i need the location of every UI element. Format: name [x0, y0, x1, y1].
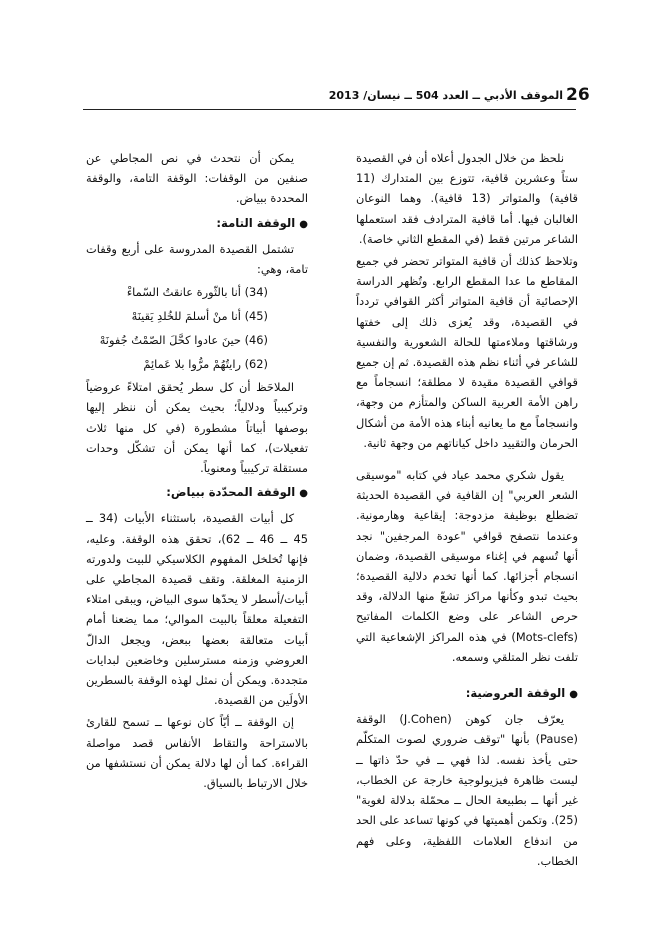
verse-line: (45) أنا منْ أسلمَ للخُلدِ يَقينَهْ — [131, 309, 268, 324]
section-heading: ●الوقفة العروضية: — [465, 686, 578, 701]
section-heading: ●الوقفة التامة: — [216, 215, 308, 230]
paragraph: كل أبيات القصيدة، باستثناء الأبيات (34 ــ 45 ــ 46 ــ 62)، تحقق هذه الوقفة. وعليه، فإنها تُخلخل المفهوم الكلاسيكي للبيت ولدورته الزمنية المغلقة. وتقف قصيدة المجاطي على أبيات/أسطر لا يحدّها سوى البياض، ويبقى امتلاء التفعيلة معلقاً بالبيت الموالي؛ مما يضعنا أمام أبيات متعالقة بعضها ببعض، ويجعل الدالّ العروضي وزمنه مسترسلين وخاضعين لبدايات متجددة. ويمكن أن نمثل لهذه الوقفة بالسطرين الأولَين من القصيدة. — [86, 511, 308, 708]
paragraph: نلحظ من خلال الجدول أعلاه أن في القصيدة ستاً وعشرين قافية، تتوزع بين المتدارك (11 قافية) والمتواتر (13 قافية). وهما النوعان الغالبان فيها. أما قافية المترادف فقد استعملها الشاعر مرتين فقط (في المقطع الثاني خاصة). — [356, 151, 578, 246]
paragraph: يقول شكري محمد عياد في كتابه "موسيقى الشعر العربي" إن القافية في القصيدة الحديثة تضطلع بوظيفة مزدوجة: إيقاعية وهارمونية. وعندما نتصفح قوافي "عودة المرجفين" نجد أنها تُسهم في إغناء موسيقى القصيدة، وضمان انسجام أجزائها. كما أنها تخدم دلالية القصيدة؛ بحيث تبدو وكأنها مراكز تشعّ منها الدلالة، وقد حرص الشاعر على وضع الكلمات المفاتيح (Mots-clefs) في هذه المراكز الإشعاعية التي تلفت نظر المتلقي وسمعه. — [356, 468, 578, 664]
bullet-icon: ● — [299, 488, 308, 500]
verse-line: (62) رايتُهُمْ مرُّوا بلا عَمائِمْ — [143, 357, 268, 372]
header-rule — [83, 109, 576, 110]
right-column — [356, 148, 578, 873]
paragraph: يمكن أن نتحدث في نص المجاطي عن صنفين من الوقفات: الوقفة التامة، والوقفة المحددة ببياض. — [86, 151, 308, 206]
paragraph: يعرّف جان كوهن (J.Cohen) الوقفة (Pause) بأنها "توقف ضروري لصوت المتكلّم حتى يأخذ نفسه. لذا فهي ــ في حدّ ذاتها ــ ليست ظاهرة فيزيولوجية خارجة عن الخطاب، غير أنها ــ بطبيعة الحال ــ محمّلة بدلالة لغوية"(25). وتكمن أهميتها في كونها تساعد على الحد من اندفاع العلامات اللفظية، وعلى فهم الخطاب. — [356, 712, 578, 868]
paragraph: إن الوقفة ــ أيّاً كان نوعها ــ تسمح للقارئ بالاستراحة والتقاط الأنفاس قصد مواصلة القراءة. كما أن لها دلالة يمكن أن نستشفها من خلال الارتباط بالسياق. — [86, 715, 308, 791]
paragraph: وتلاحظ كذلك أن قافية المتواتر تحضر في جميع المقاطع ما عدا المقطع الرابع. وتُظهر الدراسة الإحصائية أن قافية المتواتر أكثر القوافي تردداً في القصيدة، وقد يُعزى ذلك إلى خفتها ورشاقتها وملاءمتها للحالة الشعورية والنفسية للشاعر في أثناء نظم هذه القصيدة. ثم إن جميع قوافي القصيدة مقيدة لا مطلقة؛ انسجاماً مع راهن الأمة العربية الساكن والمتأزم من وجهة، وانسجاماً مع ما يعانيه أبناء هذه الأمة من أشكال الحرمان والتقييد داخل كياناتهم من وجهة ثانية. — [356, 254, 578, 450]
journal-title: الموقف الأدبي ــ العدد 504 ــ نيسان/ 2013 — [328, 89, 563, 102]
running-header — [0, 82, 661, 112]
paragraph: الملاحَظ أن كل سطر يُحقق امتلاءً عروضياً وتركيبياً ودلالياً؛ بحيث يمكن أن ننظر إليها بوصفها أبياتاً مشطورة (في كل منها ثلاث تفعيلات)، كما أنها يمكن أن تشكّل وحدات مستقلة تركيبياً ومعنوياً. — [86, 380, 308, 476]
verse-line: (46) حينَ عادوا كحَّلَ الصّمْتُ جُفونَهْ — [99, 333, 268, 348]
bullet-icon: ● — [299, 218, 308, 230]
page-number: 26 — [566, 85, 590, 105]
bullet-icon: ● — [569, 689, 578, 701]
section-heading: ●الوقفة المحدّدة ببياض: — [166, 485, 308, 500]
verse-line: (34) أنا بالثّورة عانقتُ السّماءْ — [126, 285, 268, 300]
left-column — [86, 148, 308, 795]
paragraph: تشتمل القصيدة المدروسة على أربع وقفات تامة، وهي: — [86, 241, 308, 277]
